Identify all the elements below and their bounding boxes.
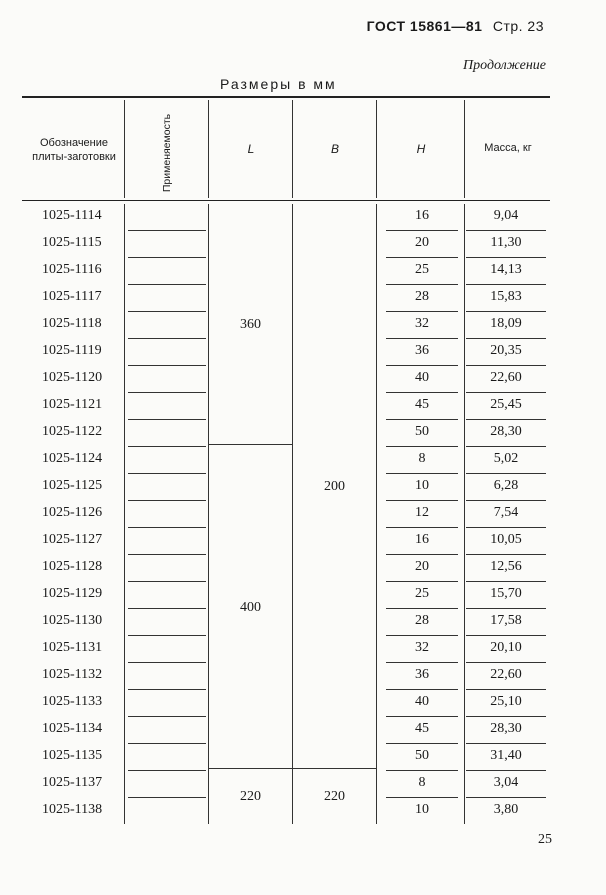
h-cell: 8 [418, 775, 426, 790]
mass-row-line [466, 581, 546, 582]
designation-cell: 1025-1125 [42, 478, 103, 493]
mass-row-line [466, 554, 546, 555]
mass-cell: 11,30 [490, 235, 522, 250]
h-row-line [386, 230, 458, 231]
applicability-row-line [128, 257, 206, 258]
mass-cell: 25,10 [490, 694, 522, 709]
applicability-row-line [128, 797, 206, 798]
h-row-line [386, 527, 458, 528]
designation-cell: 1025-1119 [42, 343, 102, 358]
h-cell: 16 [415, 532, 429, 547]
mass-cell: 20,10 [490, 640, 522, 655]
mass-row-line [466, 662, 546, 663]
h-row-line [386, 581, 458, 582]
page-header [367, 18, 544, 34]
body-divider [124, 204, 125, 824]
h-cell: 10 [415, 802, 429, 817]
col-header-applicability [128, 110, 206, 195]
h-cell: 8 [418, 451, 426, 466]
h-row-line [386, 365, 458, 366]
designation-cell: 1025-1135 [42, 748, 103, 763]
applicability-row-line [128, 446, 206, 447]
b-group-cell: 220 [324, 789, 345, 804]
h-cell: 45 [415, 397, 429, 412]
designation-cell: 1025-1133 [42, 694, 103, 709]
designation-cell: 1025-1134 [42, 721, 103, 736]
mass-row-line [466, 500, 546, 501]
h-cell: 28 [415, 613, 429, 628]
h-cell: 12 [415, 505, 429, 520]
col-header-L: L [247, 142, 255, 156]
designation-cell: 1025-1115 [42, 235, 102, 250]
mass-cell: 3,80 [493, 802, 519, 817]
header-divider [124, 100, 125, 198]
designation-cell: 1025-1131 [42, 640, 103, 655]
body-divider [292, 204, 293, 824]
h-cell: 32 [415, 316, 429, 331]
h-row-line [386, 338, 458, 339]
h-row-line [386, 257, 458, 258]
designation-cell: 1025-1132 [42, 667, 103, 682]
h-row-line [386, 446, 458, 447]
mass-row-line [466, 419, 546, 420]
h-row-line [386, 716, 458, 717]
designation-cell: 1025-1130 [42, 613, 103, 628]
applicability-row-line [128, 230, 206, 231]
col-header-mass: Масса, кг [484, 142, 532, 154]
applicability-row-line [128, 338, 206, 339]
mass-row-line [466, 311, 546, 312]
designation-cell: 1025-1129 [42, 586, 103, 601]
mass-cell: 18,09 [490, 316, 522, 331]
applicability-row-line [128, 365, 206, 366]
h-row-line [386, 311, 458, 312]
col-header-designation: Обозначение плиты-заготовки [32, 137, 116, 163]
designation-cell: 1025-1117 [42, 289, 102, 304]
table-top-rule [22, 96, 550, 98]
mass-row-line [466, 608, 546, 609]
b-group-cell-divider [292, 768, 377, 769]
applicability-row-line [128, 608, 206, 609]
h-row-line [386, 608, 458, 609]
mass-row-line [466, 716, 546, 717]
designation-cell: 1025-1128 [42, 559, 103, 574]
mass-cell: 6,28 [493, 478, 519, 493]
continuation-label: Продолжение [463, 58, 546, 73]
applicability-row-line [128, 581, 206, 582]
h-cell: 45 [415, 721, 429, 736]
header-divider [376, 100, 377, 198]
h-cell: 10 [415, 478, 429, 493]
applicability-row-line [128, 311, 206, 312]
designation-cell: 1025-1122 [42, 424, 103, 439]
mass-cell: 9,04 [493, 208, 519, 223]
standard-number: ГОСТ 15861—81 [366, 18, 483, 34]
h-row-line [386, 743, 458, 744]
designation-cell: 1025-1116 [42, 262, 102, 277]
h-row-line [386, 419, 458, 420]
b-group-cell: 200 [324, 478, 345, 494]
applicability-row-line [128, 635, 206, 636]
mass-row-line [466, 527, 546, 528]
h-cell: 40 [415, 694, 429, 709]
designation-cell: 1025-1126 [42, 505, 103, 520]
applicability-row-line [128, 662, 206, 663]
mass-cell: 15,70 [490, 586, 522, 601]
h-cell: 20 [415, 235, 429, 250]
h-cell: 50 [415, 424, 429, 439]
mass-cell: 25,45 [490, 397, 522, 412]
h-cell: 16 [415, 208, 429, 223]
mass-row-line [466, 473, 546, 474]
header-divider [464, 100, 465, 198]
col-header-H: H [416, 142, 426, 156]
l-group-cell: 400 [240, 600, 261, 615]
designation-cell: 1025-1137 [42, 775, 103, 790]
h-row-line [386, 500, 458, 501]
page-label: Стр. 23 [492, 18, 544, 34]
table-title: Размеры в мм [220, 76, 337, 92]
h-cell: 36 [415, 343, 429, 358]
mass-cell: 31,40 [490, 748, 522, 763]
mass-row-line [466, 770, 546, 771]
designation-cell: 1025-1114 [42, 208, 102, 223]
applicability-row-line [128, 716, 206, 717]
h-cell: 20 [415, 559, 429, 574]
mass-cell: 10,05 [490, 532, 522, 547]
body-divider [208, 204, 209, 824]
mass-cell: 7,54 [493, 505, 519, 520]
mass-row-line [466, 635, 546, 636]
mass-cell: 5,02 [493, 451, 519, 466]
h-cell: 28 [415, 289, 429, 304]
page-number: 25 [538, 832, 552, 847]
header-divider [292, 100, 293, 198]
h-cell: 25 [415, 262, 429, 277]
applicability-row-line [128, 743, 206, 744]
mass-row-line [466, 743, 546, 744]
h-row-line [386, 284, 458, 285]
applicability-row-line [128, 554, 206, 555]
designation-cell: 1025-1138 [42, 802, 103, 817]
h-cell: 50 [415, 748, 429, 763]
table-header-rule [22, 200, 550, 201]
l-group-cell: 220 [240, 789, 261, 804]
mass-row-line [466, 284, 546, 285]
mass-row-line [466, 797, 546, 798]
designation-cell: 1025-1127 [42, 532, 103, 547]
col-header-B: B [330, 142, 339, 156]
mass-cell: 22,60 [490, 667, 522, 682]
mass-cell: 20,35 [490, 343, 522, 358]
designation-cell: 1025-1120 [42, 370, 103, 385]
h-row-line [386, 770, 458, 771]
h-row-line [386, 554, 458, 555]
h-row-line [386, 473, 458, 474]
header-divider [208, 100, 209, 198]
applicability-row-line [128, 500, 206, 501]
applicability-row-line [128, 284, 206, 285]
h-row-line [386, 635, 458, 636]
applicability-row-line [128, 770, 206, 771]
mass-cell: 3,04 [493, 775, 519, 790]
applicability-row-line [128, 419, 206, 420]
h-cell: 40 [415, 370, 429, 385]
mass-cell: 28,30 [490, 424, 522, 439]
body-divider [464, 204, 465, 824]
mass-row-line [466, 338, 546, 339]
mass-row-line [466, 230, 546, 231]
applicability-row-line [128, 473, 206, 474]
mass-row-line [466, 446, 546, 447]
h-cell: 36 [415, 667, 429, 682]
applicability-row-line [128, 392, 206, 393]
mass-row-line [466, 689, 546, 690]
mass-cell: 28,30 [490, 721, 522, 736]
l-group-cell-divider [208, 444, 293, 445]
l-group-cell: 360 [240, 316, 261, 332]
mass-cell: 14,13 [490, 262, 522, 277]
mass-cell: 15,83 [490, 289, 522, 304]
h-row-line [386, 689, 458, 690]
h-cell: 25 [415, 586, 429, 601]
h-row-line [386, 797, 458, 798]
h-row-line [386, 662, 458, 663]
applicability-row-line [128, 527, 206, 528]
l-group-cell-divider [208, 768, 293, 769]
mass-cell: 17,58 [490, 613, 522, 628]
col-header-applicability-text: Применяемость [161, 113, 173, 192]
applicability-row-line [128, 689, 206, 690]
h-cell: 32 [415, 640, 429, 655]
designation-cell: 1025-1121 [42, 397, 103, 412]
mass-row-line [466, 365, 546, 366]
designation-cell: 1025-1124 [42, 451, 103, 466]
h-row-line [386, 392, 458, 393]
mass-row-line [466, 257, 546, 258]
mass-row-line [466, 392, 546, 393]
body-divider [376, 204, 377, 824]
mass-cell: 12,56 [490, 559, 522, 574]
designation-cell: 1025-1118 [42, 316, 102, 331]
mass-cell: 22,60 [490, 370, 522, 385]
